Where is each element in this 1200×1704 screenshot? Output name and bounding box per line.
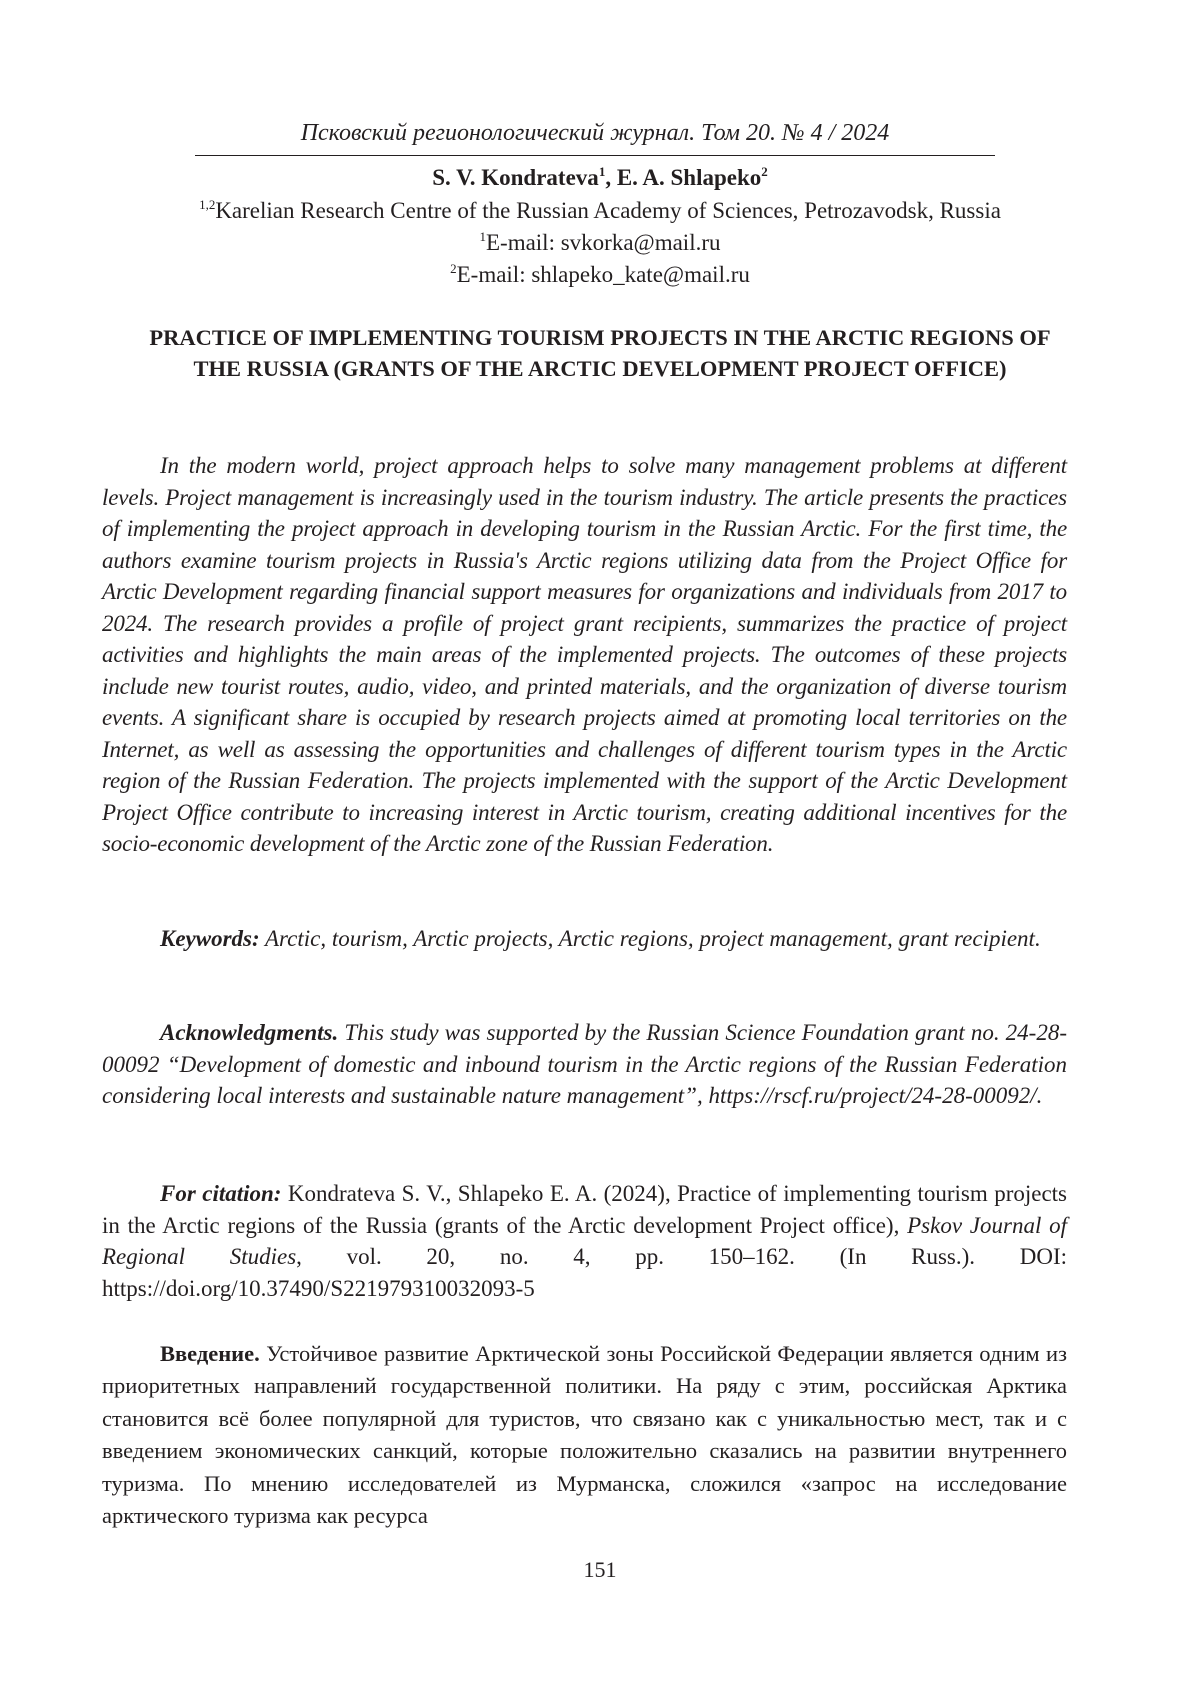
email-2-mark: 2 xyxy=(450,261,457,276)
keywords xyxy=(102,923,1067,955)
introduction xyxy=(102,1338,1067,1532)
keywords-label: Keywords: xyxy=(160,926,260,951)
affiliation xyxy=(100,196,1100,226)
author-separator: , xyxy=(605,165,617,190)
acknowledgments-label: Acknowledgments. xyxy=(160,1020,339,1045)
affiliation-marks: 1,2 xyxy=(199,197,216,212)
introduction-label: Введение. xyxy=(160,1341,260,1366)
citation-text-after: , vol. 20, no. 4, pp. 150–162. (In Russ.). DOI: https://doi.org/10.37490/S221979310032093-5 xyxy=(102,1244,1067,1301)
citation-journal: Pskov Journal of Regional Studies xyxy=(102,1212,1067,1269)
email-2-text: E-mail: shlapeko_kate@mail.ru xyxy=(456,262,750,287)
author-2-email xyxy=(100,260,1100,290)
introduction-text: Устойчивое развитие Арктической зоны Российской Федерации является одним из приоритетных направлений государственной политики. На ряду с этим, российская Арктика становится всё более популярной для туристов, что связано как с уникальностью мест, так и с введением экономических санкций, которые положительно сказались на развитии внутреннего туризма. По мнению исследователей из Мурманска, сложился «запрос на исследование арктического туризма как ресурса xyxy=(102,1341,1067,1529)
author-1-name: S. V. Kondrateva xyxy=(432,165,599,190)
email-1-text: E-mail: svkorka@mail.ru xyxy=(485,230,721,255)
citation-text-before: Kondrateva S. V., Shlapeko E. A. (2024), Practice of implementing tourism projects in the Arctic regions of the Russia (grants of the Arctic development Project office), xyxy=(102,1181,1068,1238)
citation xyxy=(102,1178,1067,1304)
author-2-affiliation-mark: 2 xyxy=(761,164,768,179)
acknowledgments xyxy=(102,1017,1067,1112)
author-2-name: E. A. Shlapeko xyxy=(616,165,762,190)
article-title: PRACTICE OF IMPLEMENTING TOURISM PROJECTS IN THE ARCTIC REGIONS OF THE RUSSIA (GRANTS OF THE ARCTIC DEVELOPMENT PROJECT OFFICE) xyxy=(149,325,1051,381)
email-1-mark: 1 xyxy=(479,229,486,244)
abstract: In the modern world, project approach helps to solve many management problems at different levels. Project management is increasingly used in the tourism industry. The article presents the practices of implementing the project approach in developing tourism in the Russian Arctic. For the first time, the authors examine tourism projects in Russia's Arctic regions utilizing data from the Project Office for Arctic Development regarding financial support measures for organizations and individuals from 2017 to 2024. The research provides a profile of project grant recipients, summarizes the practice of project activities and highlights the main areas of the implemented projects. The outcomes of these projects include new tourist routes, audio, video, and printed materials, and the organization of diverse tourism events. A significant share is occupied by research projects aimed at promoting local territories on the Internet, as well as assessing the opportunities and challenges of different tourism types in the Arctic region of the Russian Federation. The projects implemented with the support of the Arctic Development Project Office contribute to increasing interest in Arctic tourism, creating additional incentives for the socio-economic development of the Arctic zone of the Russian Federation. xyxy=(102,453,1067,856)
page-number: 151 xyxy=(583,1557,617,1582)
journal-running-header: Псковский регионологический журнал. Том 20. № 4 / 2024 xyxy=(300,120,890,146)
affiliation-text: Karelian Research Centre of the Russian Academy of Sciences, Petrozavodsk, Russia xyxy=(215,198,1001,223)
author-1-affiliation-mark: 1 xyxy=(598,164,606,179)
citation-label: For citation: xyxy=(160,1181,282,1206)
author-line xyxy=(100,163,1100,193)
header-rule xyxy=(195,155,995,156)
keywords-text: Arctic, tourism, Arctic projects, Arctic regions, project management, grant recipient. xyxy=(259,926,1041,951)
acknowledgments-text: This study was supported by the Russian Science Foundation grant no. 24-28-00092 “Development of domestic and inbound tourism in the Arctic regions of the Russian Federation considering local interests and sustainable nature management”, https://rscf.ru/project/24-28-00092/. xyxy=(102,1020,1067,1108)
author-1-email xyxy=(100,228,1100,258)
